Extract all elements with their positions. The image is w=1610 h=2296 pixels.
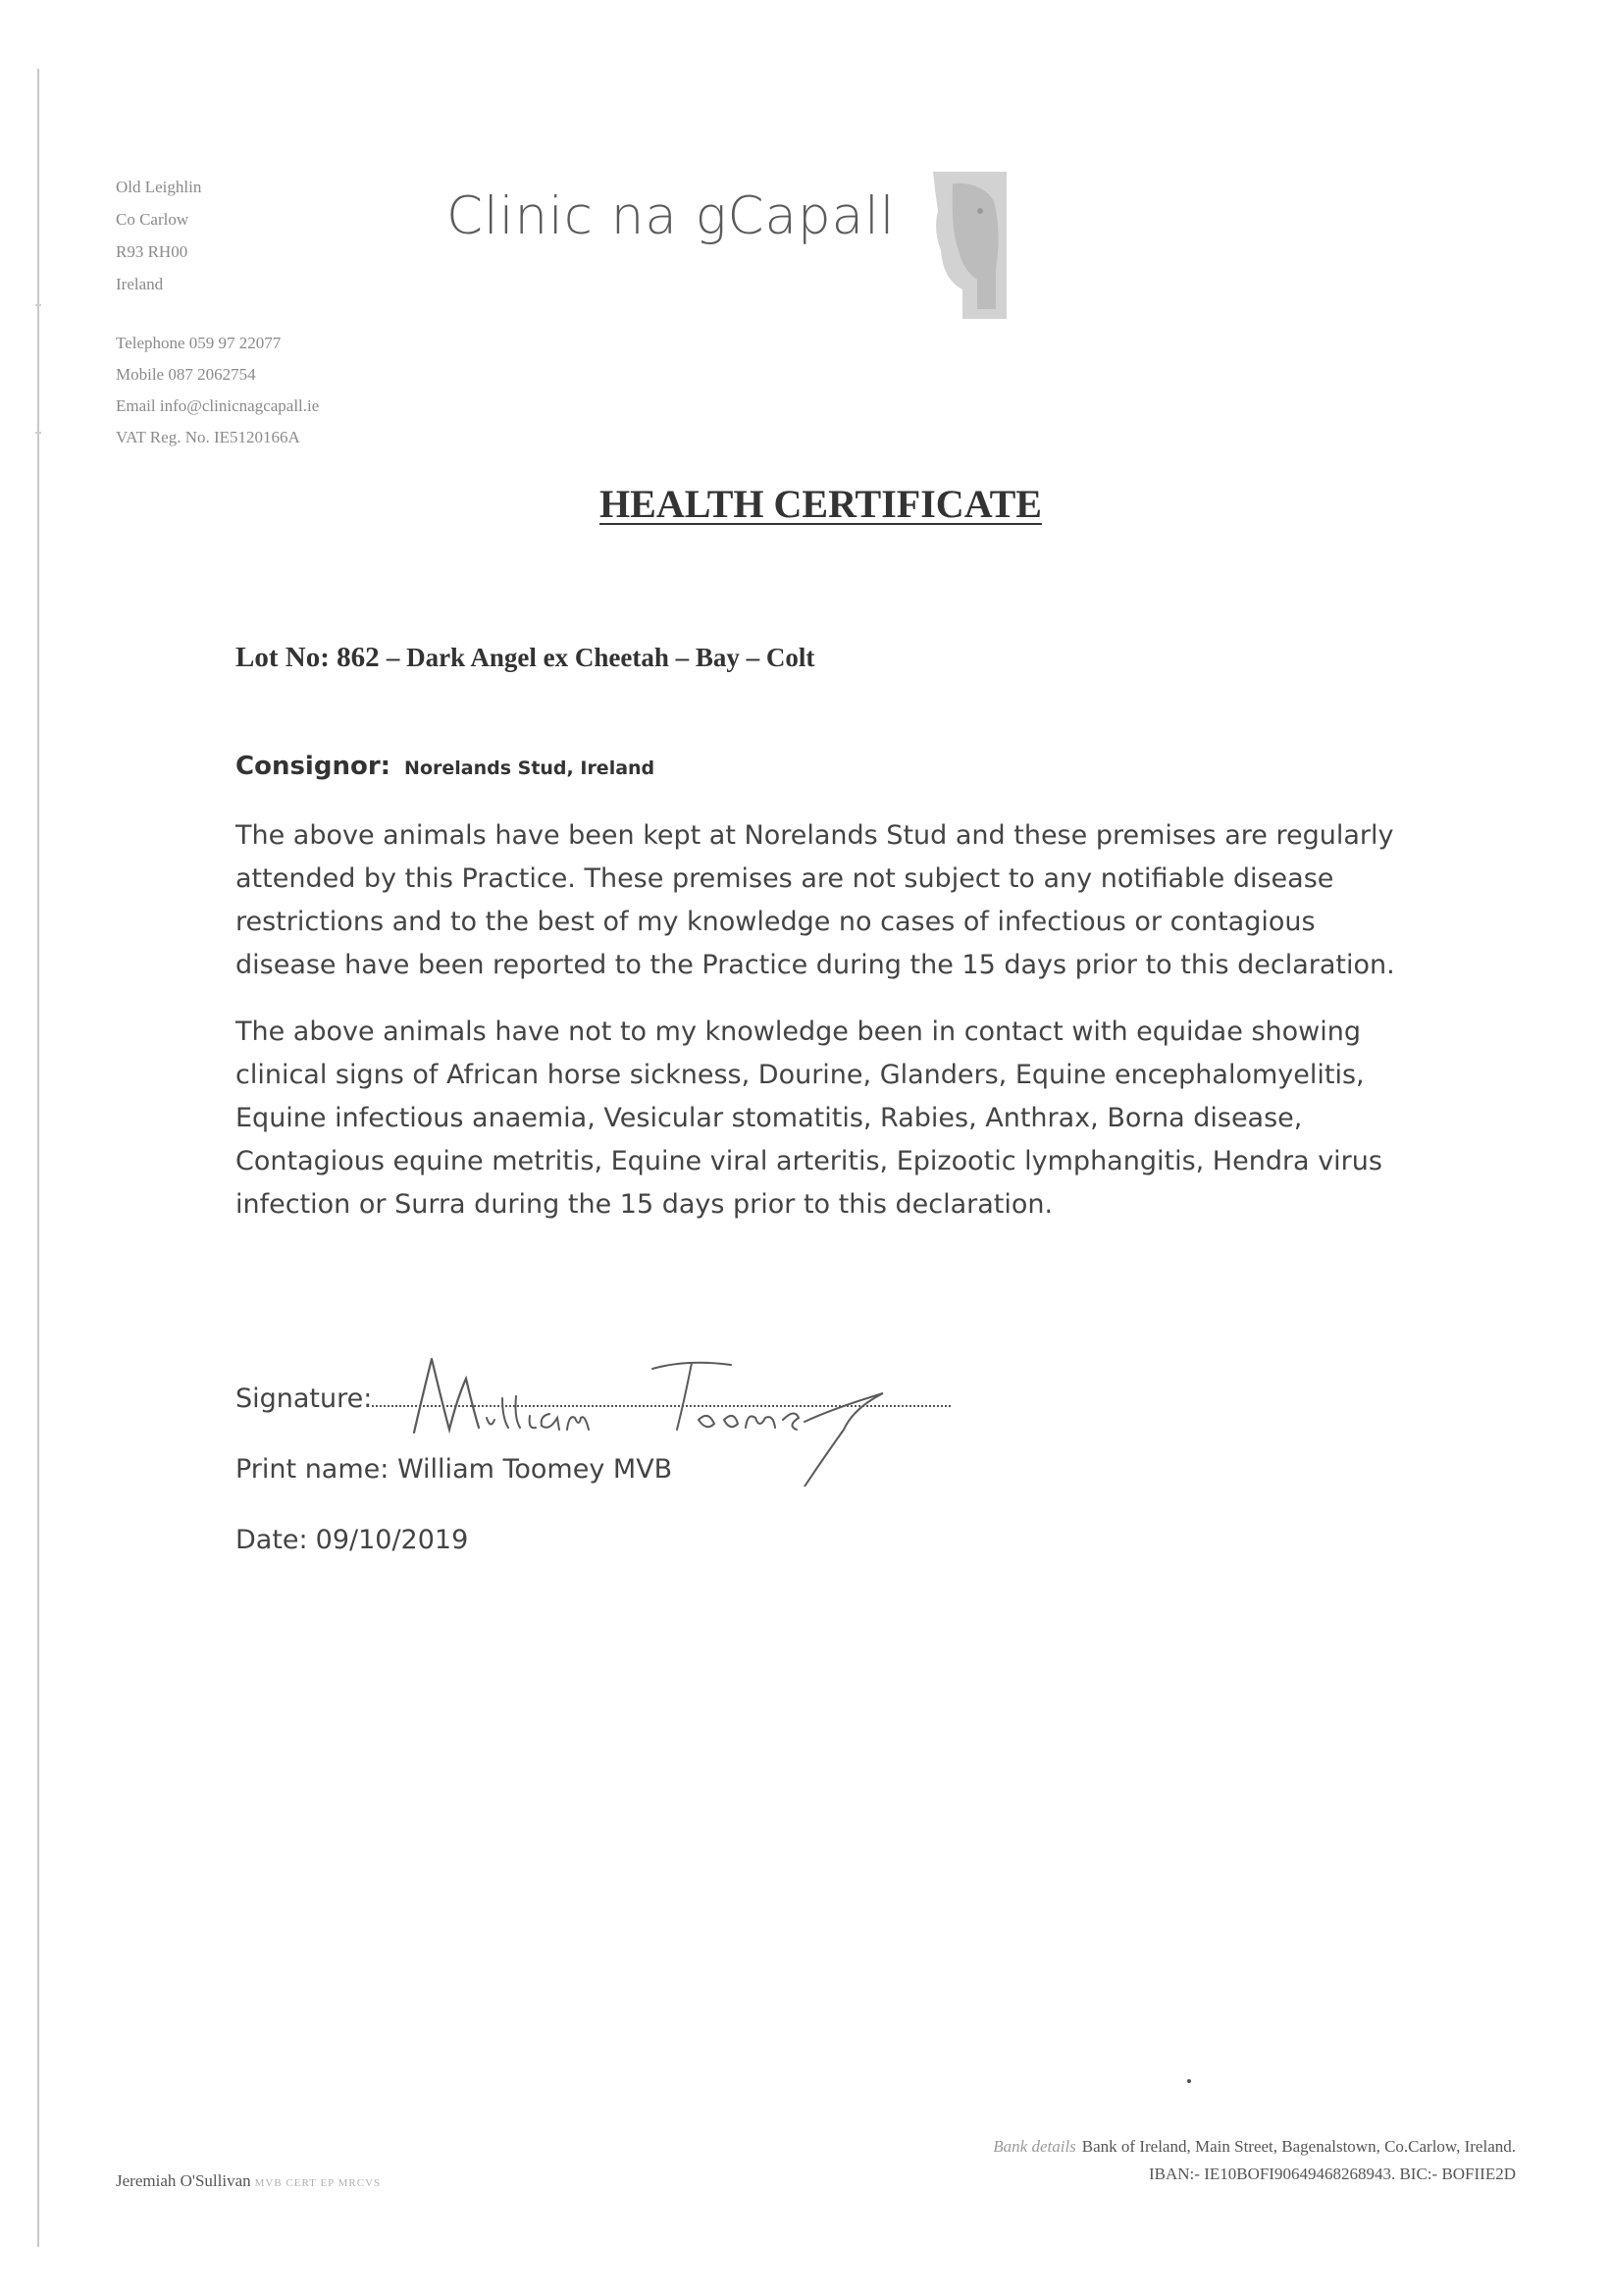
- clinic-logo-text: Clinic na gCapall: [446, 186, 896, 246]
- footer-qualifications: MVB CERT EP MRCVS: [254, 2177, 382, 2189]
- lot-number: Lot No: 862: [235, 642, 380, 673]
- print-name-value: William Toomey MVB: [396, 1454, 673, 1485]
- clinic-logo: [446, 172, 1012, 319]
- address-line: Co Carlow: [116, 210, 189, 229]
- consignor-value: Norelands Stud, Ireland: [404, 757, 655, 779]
- contact-mobile: Mobile 087 2062754: [116, 365, 256, 384]
- contact-vat: VAT Reg. No. IE5120166A: [116, 428, 300, 446]
- footer-bank-details: [993, 2133, 1516, 2188]
- footer-bank-line-2: IBAN:- IE10BOFI90649468268943. BIC:- BOFIIE2D: [1149, 2165, 1516, 2183]
- date-value: 09/10/2019: [315, 1525, 469, 1555]
- print-name-line: [235, 1454, 672, 1485]
- clinic-contact: [116, 328, 319, 453]
- footer-vet-name: [116, 2171, 381, 2191]
- document-title: [0, 481, 1610, 527]
- declaration-paragraph-contact: The above animals have not to my knowledge been in contact with equidae showing clinical signs of African horse sickness, Dourine, Glanders, Equine encephalomyelitis, Equine infectious anaemia, Vesicular stomatitis, Rabies, Anthrax, Borna disease, Contagious equine metritis, Equine viral arteritis, Epizootic lymphangitis, Hendra virus infection or Surra during the 15 days prior to this declaration.: [235, 1017, 1382, 1220]
- bank-label: Bank details: [993, 2137, 1076, 2156]
- page-edge-tick: [35, 304, 41, 306]
- lot-detail: – Dark Angel ex Cheetah – Bay – Colt: [386, 643, 815, 672]
- footer-name: Jeremiah O'Sullivan: [116, 2171, 251, 2190]
- document-title-text: HEALTH CERTIFICATE: [599, 482, 1042, 526]
- address-line: Ireland: [116, 275, 164, 293]
- page-edge-line: [37, 69, 39, 2247]
- consignor-label: Consignor:: [235, 752, 391, 781]
- clinic-address: [116, 171, 201, 300]
- stray-dot: [1187, 2079, 1191, 2083]
- declaration-paragraph-premises: The above animals have been kept at Norelands Stud and these premises are regularly attended by this Practice. These premises are not subject to any notifiable disease restrictions and to the best of my knowledge no cases of infectious or contagious disease have been reported to the Practice during the 15 days prior to this declaration.: [235, 820, 1395, 980]
- signature-label: Signature:: [235, 1383, 373, 1414]
- print-name-label: Print name:: [235, 1454, 390, 1485]
- contact-phone: Telephone 059 97 22077: [116, 334, 282, 352]
- lot-line: [235, 642, 814, 674]
- date-line: [235, 1525, 468, 1555]
- consignor-line: [235, 752, 654, 781]
- address-line: R93 RH00: [116, 242, 188, 261]
- horse-head-logo-icon: [923, 172, 1012, 319]
- bank-address: Bank of Ireland, Main Street, Bagenalstown, Co.Carlow, Ireland.: [1081, 2137, 1516, 2156]
- address-line: Old Leighlin: [116, 178, 202, 196]
- page-edge-tick: [35, 432, 41, 434]
- footer-bank-line-1: [993, 2133, 1516, 2161]
- date-label: Date:: [235, 1525, 308, 1555]
- contact-email: Email info@clinicnagcapall.ie: [116, 396, 320, 415]
